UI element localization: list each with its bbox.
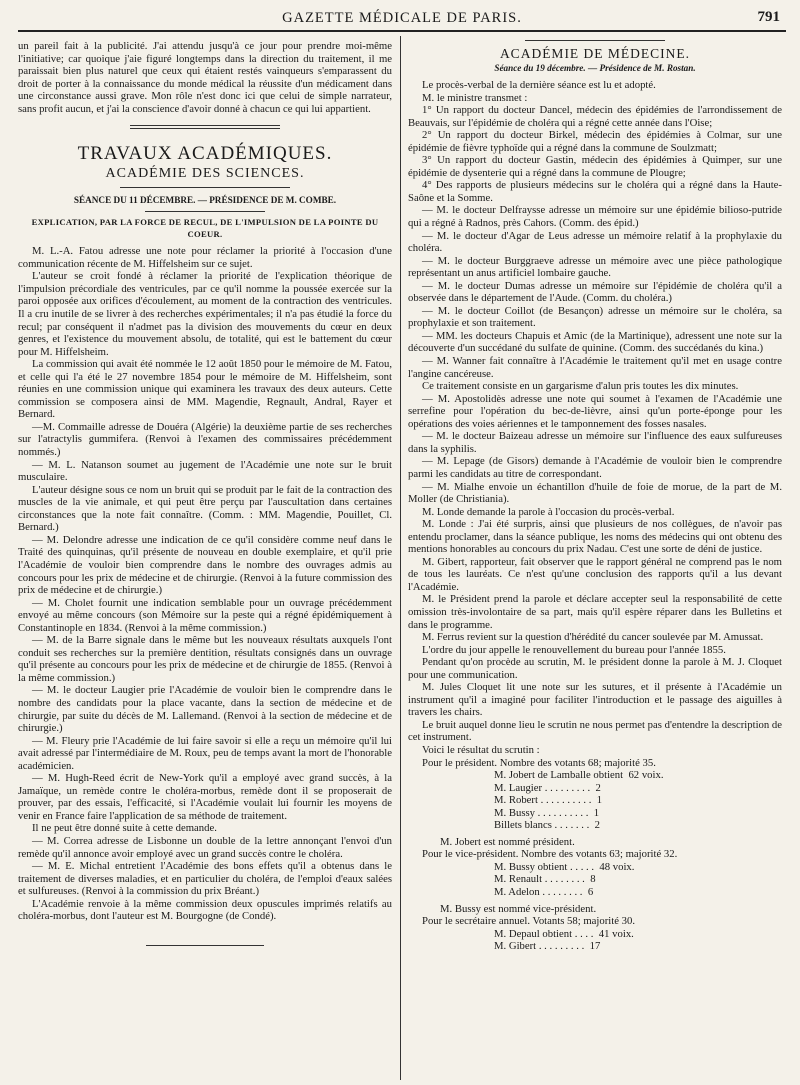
paragraph: M. Londe demande la parole à l'occasion du procès-verbal. (422, 505, 675, 518)
paragraph: — M. Apostolidès adresse une note qui soumet à l'examen de l'Académie une serrefine pour l'opération du bec-de-lièvre, ainsi qu'un porte-éponge pour les opérations des voies aériennes et le tamponnement des fosses nasales. (408, 392, 782, 430)
vote-row (408, 819, 782, 832)
paragraph: M. le Président prend la parole et déclare accepter seul la responsabilité de cette omission très-involontaire de sa part, mais qu'il espère réparer dans les Bulletins et dans le programme. (408, 593, 782, 631)
topic-title: EXPLICATION, PAR LA FORCE DE RECUL, DE L'IMPULSION DE LA POINTE DU COEUR. (31, 217, 379, 239)
paragraph: M. L.-A. Fatou adresse une note pour réclamer la priorité à l'occasion d'une communication récente de M. Hiffelsheim sur ce sujet. (18, 245, 392, 270)
vote-count: 2 (595, 781, 601, 794)
vote-row (408, 861, 782, 874)
paragraph: — M. le docteur Dumas adresse un mémoire sur l'épidémie de choléra qu'il a observée dans le département de l'Aude. (Comm. du choléra.) (408, 279, 782, 305)
vote-count: 1 (596, 794, 603, 807)
paragraph: L'Académie renvoie à la même commission deux opuscules imprimés relatifs au choléra-morbus, dont l'auteur est M. Bourgogne (de Condé). (18, 897, 392, 923)
paragraph: L'auteur se croit fondé à réclamer la priorité de l'explication théorique de l'impulsion précordiale des ventricules, par ce qu'il nomme la poussée exercée sur la paroi opposée aux orifices d'écoulement, au moment de la contraction des ventricules. Il a cru inutile de se livrer à des recherches expérimentales; il n'a pas étudié la force du recul; par conséquent il n'admet pas la division des mouvements du cœur en deux genres, et l'existence du mouvement absolu, de totalité, qui est le battement du cœur pour M. Hiffelsheim. (18, 270, 392, 358)
vote-row (408, 769, 782, 782)
academy-title: ACADÉMIE DES SCIENCES. (105, 166, 305, 182)
page-header (18, 8, 786, 32)
paragraph: Ce traitement consiste en un gargarisme d'alun pris toutes les dix minutes. (422, 380, 739, 393)
vote-name: M. Adelon . . . . . . . . (494, 886, 583, 898)
vote-row (408, 807, 782, 820)
paragraph: — M. le docteur Laugier prie l'Académie de vouloir bien le comprendre dans le nombre des candidats pour la place vacante, dans la section de médecine et de chirurgie, par suite du décès de M. Lallemand. (Renvoi à la section de médecine et de chirurgie.) (18, 684, 392, 735)
vote-name: M. Laugier . . . . . . . . . (494, 781, 591, 794)
paragraph: Pendant qu'on procède au scrutin, M. le président donne la parole à M. J. Cloquet pour une communication. (408, 656, 782, 681)
vote-count: 6 (587, 886, 594, 898)
paragraph: — M. Fleury prie l'Académie de lui faire savoir si elle a reçu un mémoire qu'il lui avait adressé par l'intermédiaire de M. Roux, peu de temps avant la mort de l'honorable académicien. (18, 734, 392, 772)
paragraph: M. le ministre transmet : (422, 91, 528, 104)
vote-count: 8 (590, 873, 596, 886)
vote-name: M. Bussy obtient . . . . . (494, 860, 595, 873)
president-vote-heading: Pour le président. Nombre des votants 68; majorité 35. (422, 756, 656, 769)
vote-count: 17 (589, 940, 601, 953)
paragraph: — M. le docteur Burggraeve adresse un mémoire avec une pièce pathologique représentant un anus artificiel lombaire gauche. (408, 254, 782, 280)
heading-rule (525, 40, 665, 41)
session-line: Séance du 19 décembre. — Présidence de M. Rostan. (494, 63, 696, 73)
paragraph: — M. Hugh-Reed écrit de New-York qu'il a employé avec grand succès, à la Jamaïque, un remède contre le choléra-morbus, remède dont il se proposerait de prouver, par des essais, l'efficacité, si l'Académie voulait lui fournir les moyens de venir en France faire l'application de sa méthode de traitement. (18, 772, 392, 822)
vice-vote-heading: Pour le vice-président. Nombre des votants 63; majorité 32. (422, 848, 678, 861)
vote-name: M. Renault . . . . . . . . (494, 873, 585, 886)
paragraph: 4° Des rapports de plusieurs médecins sur le choléra qui a régné dans la Haute-Saône et la Somme. (408, 179, 782, 204)
left-column (18, 40, 392, 1080)
paragraph: La commission qui avait été nommée le 12 août 1850 pour le mémoire de M. Fatou, et celle qui l'a été le 27 novembre 1854 pour le mémoire de M. Hiffelsheim, sont réunies en une commission unique qui examinera les travaux des deux auteurs. Cette commission se composera ainsi de MM. Magendie, Regnault, Andral, Rayer et Bernard. (18, 358, 392, 421)
paragraph: — M. Cholet fournit une indication semblable pour un ouvrage précédemment envoyé au même concours (son Mémoire sur la peste qui a régné épidémiquement à Constantinople en 1834. (Renvoi à la même commission.) (18, 596, 392, 634)
paragraph: — M. Delondre adresse une indication de ce qu'il considère comme neuf dans le Traité des quinquinas, qu'il présente de nouveau en double exemplaire, et qu'il prie l'Académie de vouloir bien comprendre dans le nombre des ouvrages admis au concours pour les prix de médecine et de chirurgie. (Renvoi à la future commission des prix de médecine et de chirurgie.) (18, 533, 392, 597)
paragraph: — M. Wanner fait connaître à l'Académie le traitement qu'il met en usage contre l'angine cancéreuse. (408, 355, 782, 380)
academy-title: ACADÉMIE DE MÉDECINE. (499, 46, 691, 61)
vote-row (408, 873, 782, 886)
paragraph: — M. E. Michal entretient l'Académie des bons effets qu'il a obtenus dans le traitement de diverses maladies, et en particulier du choléra, de l'emploi d'eaux salées et sulfureuses. (Renvoi à la commission du prix Bréant.) (18, 860, 392, 898)
vote-name: Billets blancs . . . . . . . (494, 819, 590, 832)
vote-count: 48 voix. (599, 860, 635, 873)
right-column (408, 40, 782, 1080)
paragraph: M. Ferrus revient sur la question d'hérédité du cancer soulevée par M. Amussat. (422, 631, 764, 644)
paragraph: —M. Commaille adresse de Douéra (Algérie) la deuxième partie de ses recherches sur l'atractylis gummifera. (Renvoi à l'examen des commissaires précédemment nommés.) (18, 420, 392, 459)
paragraph: L'auteur désigne sous ce nom un bruit qui se produit par le fait de la contraction des muscles de la vie animale, et qui peut être perçu par l'auscultation dans certaines circonstances que la note fait connaître. (Comm. : MM. Magendie, Pouillet, Cl. Bernard.) (18, 483, 392, 534)
paragraph: — M. le docteur Delfraysse adresse un mémoire sur une épidémie bilioso-putride qui a régné à Radnos, près Cahors. (Comm. des épid.) (408, 204, 782, 230)
paragraph: — M. le docteur d'Agar de Leus adresse un mémoire relatif à la prophylaxie du choléra. (408, 229, 782, 255)
paragraph: — M. de la Barre signale dans le même but les nouveaux résultats auxquels l'ont conduit ses recherches sur la première dentition, résultats consignés dans un ouvrage qu'il présente au concours pour les prix de médecine et de chirurgie de 1855. (Renvoi à la même commission.) (18, 634, 392, 684)
paragraph: Voici le résultat du scrutin : (422, 743, 540, 756)
vote-row (408, 794, 782, 807)
vote-name: M. Robert . . . . . . . . . . (494, 794, 592, 807)
secretary-vote-heading: Pour le secrétaire annuel. Votants 58; majorité 30. (422, 915, 636, 928)
vote-row (408, 940, 782, 953)
paragraph: 1° Un rapport du docteur Dancel, médecin des épidémies de l'arrondissement de Beauvais, sur l'épidémie de choléra qui a régné cette année dans l'Oise; (408, 104, 782, 129)
vote-count: 2 (594, 819, 600, 832)
paragraph: — M. L. Natanson soumet au jugement de l'Académie une note sur le bruit musculaire. (18, 458, 392, 484)
paragraph: — M. Mialhe envoie un échantillon d'huile de foie de morue, de la part de M. Moller (de Christiania). (408, 480, 782, 506)
president-elected: M. Jobert est nommé président. (440, 835, 575, 848)
paragraph: 3° Un rapport du docteur Gastin, médecin des épidémies à Quimper, sur une épidémie de dysenterie qui a régné dans la commune de Plougre; (408, 154, 782, 179)
president-vote-table (408, 769, 782, 832)
paragraph: Il ne peut être donné suite à cette demande. (32, 822, 217, 835)
vote-name: M. Gibert . . . . . . . . . (494, 940, 585, 953)
paragraph: M. Jules Cloquet lit une note sur les sutures, et il présente à l'Académie un instrument qu'il a imaginé pour faciliter l'introduction et le passage des aiguilles à travers les chairs. (408, 681, 782, 719)
right-body (408, 79, 782, 953)
vice-elected: M. Bussy est nommé vice-président. (440, 902, 597, 915)
section-separator (130, 125, 280, 129)
vice-vote-table (408, 861, 782, 899)
vote-count: 62 voix. (628, 769, 664, 782)
left-body (18, 245, 392, 923)
paragraph: — M. le docteur Baizeau adresse un mémoire sur l'influence des eaux sulfureuses dans la syphilis. (408, 430, 782, 455)
running-title: GAZETTE MÉDICALE DE PARIS. (282, 10, 522, 26)
paragraph: L'ordre du jour appelle le renouvellement du bureau pour l'année 1855. (422, 643, 726, 656)
paragraph: — M. Lepage (de Gisors) demande à l'Académie de vouloir bien le comprendre parmi les candidats au titre de correspondant. (408, 455, 782, 480)
paragraph: — M. le docteur Coillot (de Besançon) adresse un mémoire sur le choléra, sa prophylaxie et son traitement. (408, 304, 782, 330)
vote-count: 41 voix. (598, 927, 634, 940)
vote-row (408, 928, 782, 941)
end-rule (146, 945, 264, 946)
column-divider (400, 36, 401, 1080)
vote-name: M. Depaul obtient . . . . (494, 927, 594, 940)
session-line: SÉANCE DU 11 DÉCEMBRE. — PRÉSIDENCE DE M. COMBE. (73, 195, 337, 206)
section-title: TRAVAUX ACADÉMIQUES. (77, 143, 333, 165)
heading-rule (120, 187, 290, 188)
vote-name: M. Bussy . . . . . . . . . . (494, 806, 589, 819)
paragraph: M. Gibert, rapporteur, fait observer que le rapport général ne comprend pas le nom de tous les lauréats. Ce n'est qu'une conclusion des rapports qu'il a lus devant l'Académie. (408, 555, 782, 593)
vote-row (408, 886, 782, 899)
paragraph: Le bruit auquel donne lieu le scrutin ne nous permet pas d'entendre la description de cet instrument. (408, 718, 782, 744)
heading-rule (145, 211, 265, 212)
section-heading-block (18, 139, 392, 240)
paragraph: M. Londe : J'ai été surpris, ainsi que plusieurs de nos collègues, de n'avoir pas entendu proclamer, dans la séance publique, les noms des médecins qui ont obtenu des mentions honorables au concours du prix Nadau. C'est une sorte de déni de justice. (408, 518, 782, 556)
paragraph: 2° Un rapport du docteur Birkel, médecin des épidémies à Colmar, sur une épidémie de fièvre typhoïde qui a régné dans la commune de Soulzmatt; (408, 129, 782, 154)
vote-count: 1 (593, 806, 600, 819)
paragraph: — M. Correa adresse de Lisbonne un double de la lettre annonçant l'envoi d'un remède qu'il annonce avoir employé avec un grand succès contre le choléra. (18, 834, 392, 860)
paragraph: — MM. les docteurs Chapuis et Amic (de la Martinique), adressent une note sur la découverte d'un succédané du sulfate de quinine. (Comm. des succédanés du kina.) (408, 329, 782, 355)
intro-paragraph: un pareil fait à la publicité. J'ai attendu jusqu'à ce jour pour prendre moi-même l'initiative; car quoique j'aie figuré longtemps dans la direction du traitement, il me paraissait bien plus naturel que ceux qui étaient restés vainqueurs s'emparassent du droit de porter à la connaissance du monde médical la réussite d'un médicament dans une circonstance aussi grave. Mon rôle n'est donc ici que celui de simple narrateur, sans profit aucun, et j'ai la conscience d'avoir donné à chacun ce qui lui appartient. (18, 40, 392, 115)
vote-row (408, 782, 782, 795)
page-number: 791 (757, 9, 780, 25)
secretary-vote-table (408, 928, 782, 953)
paragraph: Le procès-verbal de la dernière séance est lu et adopté. (422, 79, 656, 91)
vote-name: M. Jobert de Lamballe obtient (494, 769, 624, 782)
